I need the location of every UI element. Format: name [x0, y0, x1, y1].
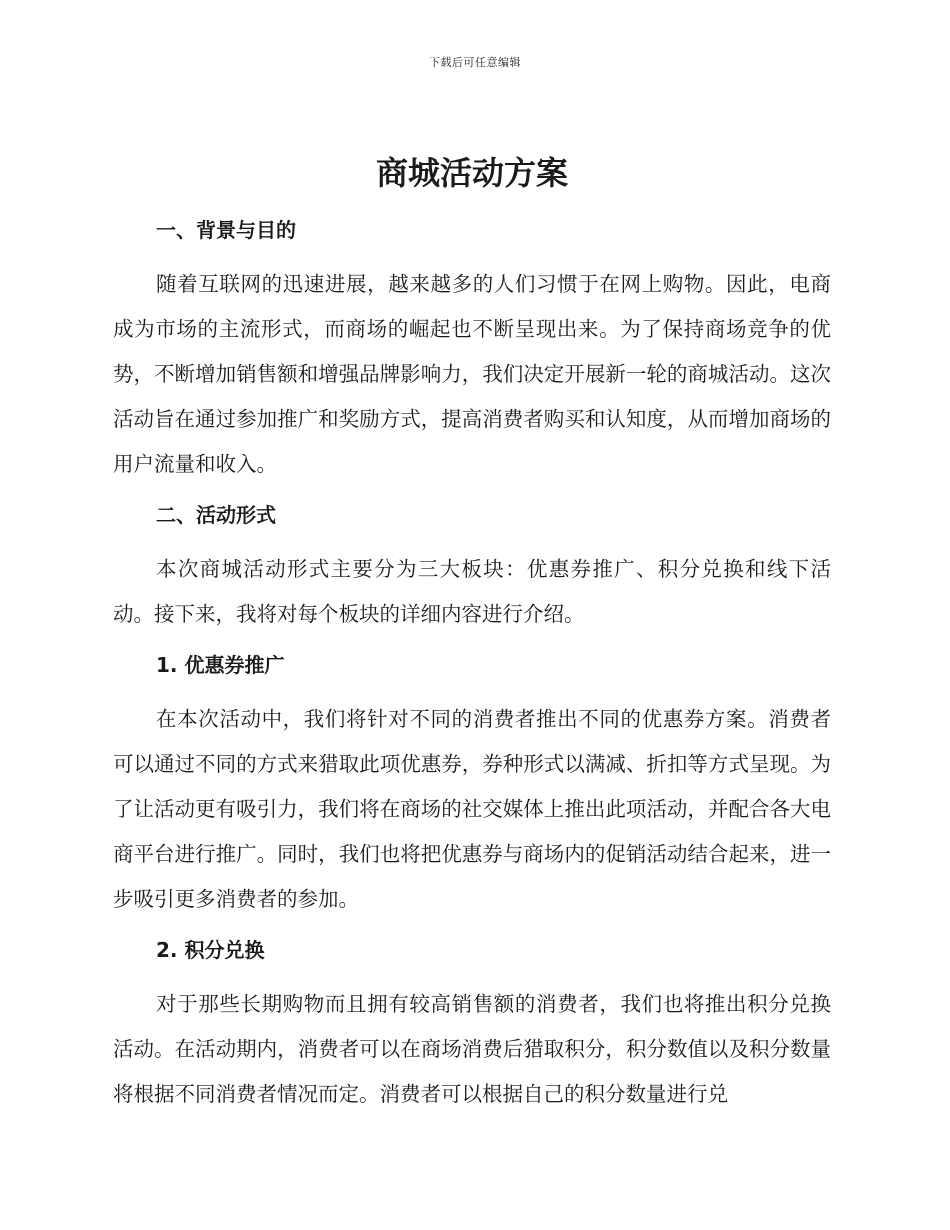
paragraph-activity-form: 本次商城活动形式主要分为三大板块：优惠券推广、积分兑换和线下活动。接下来，我将对每个板块的详细内容进行介绍。 — [113, 557, 831, 626]
section-heading-background: 一、背景与目的 — [156, 218, 296, 242]
paragraph-background: 随着互联网的迅速进展，越来越多的人们习惯于在网上购物。因此，电商成为市场的主流形式，而商场的崛起也不断呈现出来。为了保持商场竞争的优势，不断增加销售额和增强品牌影响力，我们决定开展新一轮的商城活动。这次活动旨在通过参加推广和奖励方式，提高消费者购买和认知度，从而增加商场的用户流量和收入。 — [113, 272, 831, 476]
paragraph-coupon: 在本次活动中，我们将针对不同的消费者推出不同的优惠券方案。消费者可以通过不同的方式来猎取此项优惠券，券种形式以满减、折扣等方式呈现。为了让活动更有吸引力，我们将在商场的社交媒体上推出此项活动，并配合各大电商平台进行推广。同时，我们也将把优惠券与商场内的促销活动结合起来，进一步吸引更多消费者的参加。 — [113, 707, 831, 911]
section-heading-activity-form: 二、活动形式 — [156, 503, 276, 527]
header-note: 下载后可任意编辑 — [429, 56, 521, 69]
document-title: 商城活动方案 — [375, 154, 568, 192]
section-heading-points: 2. 积分兑换 — [156, 938, 265, 962]
document-body — [113, 150, 831, 1131]
paragraph-points: 对于那些长期购物而且拥有较高销售额的消费者，我们也将推出积分兑换活动。在活动期内，消费者可以在商场消费后猎取积分，积分数值以及积分数量将根据不同消费者情况而定。消费者可以根据自己的积分数量进行兑 — [113, 992, 831, 1106]
section-heading-coupon: 1. 优惠券推广 — [156, 653, 285, 677]
